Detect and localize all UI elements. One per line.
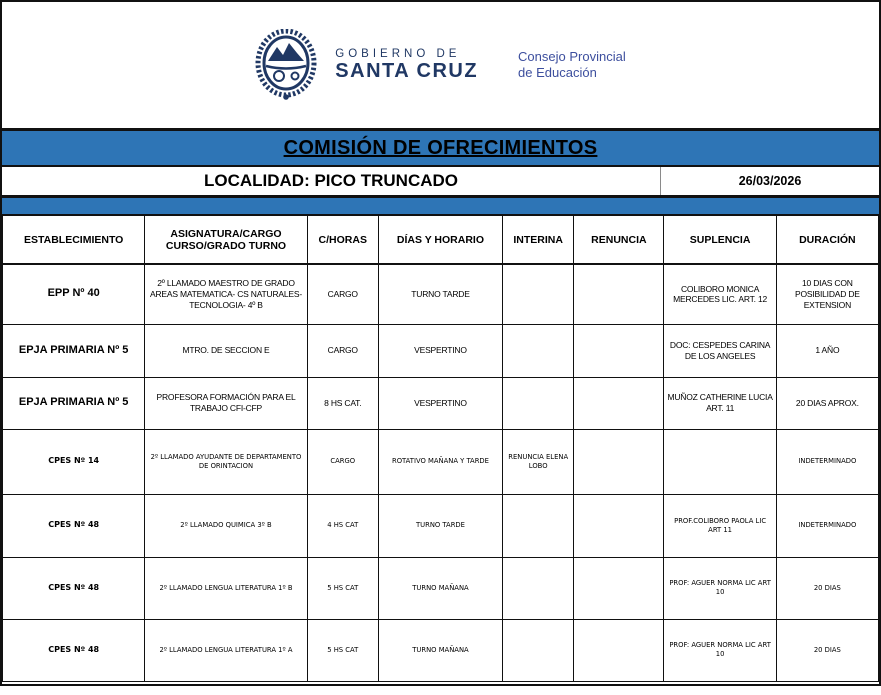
- cell-dias-horario: TURNO MAÑANA: [378, 619, 502, 681]
- cell-asignatura: 2º LLAMADO AYUDANTE DE DEPARTAMENTO DE ORINTACION: [145, 429, 307, 494]
- cell-dias-horario: TURNO MAÑANA: [378, 557, 502, 619]
- cell-renuncia: [574, 377, 664, 429]
- cell-suplencia: [664, 429, 776, 494]
- cell-renuncia: [574, 619, 664, 681]
- col-header-duracion: DURACIÓN: [776, 215, 878, 264]
- cell-asignatura: MTRO. DE SECCION E: [145, 324, 307, 377]
- cell-establecimiento: EPP Nº 40: [3, 264, 145, 324]
- consejo-line1: Consejo Provincial: [518, 48, 626, 64]
- cell-asignatura: 2º LLAMADO LENGUA LITERATURA 1º A: [145, 619, 307, 681]
- cell-renuncia: [574, 324, 664, 377]
- cell-interina: [503, 264, 574, 324]
- cell-renuncia: [574, 429, 664, 494]
- cell-duracion: 1 AÑO: [776, 324, 878, 377]
- page-title: COMISIÓN DE OFRECIMIENTOS: [283, 136, 598, 159]
- col-header-choras: C/HORAS: [307, 215, 378, 264]
- cell-suplencia: MUÑOZ CATHERINE LUCIA ART. 11: [664, 377, 776, 429]
- government-wordmark: [335, 48, 478, 83]
- cell-choras: CARGO: [307, 264, 378, 324]
- cell-renuncia: [574, 557, 664, 619]
- cell-establecimiento: CPES Nº 48: [3, 619, 145, 681]
- cell-suplencia: DOC: CESPEDES CARINA DE LOS ANGELES: [664, 324, 776, 377]
- col-header-suplencia: SUPLENCIA: [664, 215, 776, 264]
- cell-dias-horario: VESPERTINO: [378, 324, 502, 377]
- cell-duracion: 20 DIAS: [776, 619, 878, 681]
- table-row: [3, 324, 879, 377]
- cell-choras: 5 HS CAT: [307, 557, 378, 619]
- letterhead: [2, 2, 879, 128]
- col-header-asignatura: ASIGNATURA/CARGO CURSO/GRADO TURNO: [145, 215, 307, 264]
- table-row: [3, 619, 879, 681]
- cell-renuncia: [574, 494, 664, 557]
- cell-duracion: 10 DIAS CON POSIBILIDAD DE EXTENSION: [776, 264, 878, 324]
- cell-asignatura: 2º LLAMADO QUIMICA 3º B: [145, 494, 307, 557]
- cell-suplencia: PROF: AGUER NORMA LIC ART 10: [664, 557, 776, 619]
- cell-suplencia: PROF: AGUER NORMA LIC ART 10: [664, 619, 776, 681]
- cell-interina: [503, 557, 574, 619]
- cell-establecimiento: EPJA PRIMARIA Nº 5: [3, 377, 145, 429]
- cell-asignatura: PROFESORA FORMACIÓN PARA EL TRABAJO CFI-CFP: [145, 377, 307, 429]
- cell-choras: CARGO: [307, 324, 378, 377]
- cell-suplencia: COLIBORO MONICA MERCEDES LIC. ART. 12: [664, 264, 776, 324]
- cell-duracion: 20 DIAS APROX.: [776, 377, 878, 429]
- cell-dias-horario: TURNO TARDE: [378, 494, 502, 557]
- cell-interina: [503, 324, 574, 377]
- cell-dias-horario: VESPERTINO: [378, 377, 502, 429]
- table-row: [3, 264, 879, 324]
- cell-establecimiento: EPJA PRIMARIA Nº 5: [3, 324, 145, 377]
- santa-cruz-label: SANTA CRUZ: [335, 59, 479, 82]
- cell-asignatura: 2º LLAMADO MAESTRO DE GRADO AREAS MATEMATICA- CS NATURALES- TECNOLOGIA- 4º B: [145, 264, 307, 324]
- offers-table: [2, 214, 879, 682]
- title-banner: [2, 128, 879, 167]
- cell-establecimiento: CPES Nº 14: [3, 429, 145, 494]
- cell-choras: 4 HS CAT: [307, 494, 378, 557]
- table-row: [3, 377, 879, 429]
- cell-dias-horario: TURNO TARDE: [378, 264, 502, 324]
- cell-duracion: 20 DIAS: [776, 557, 878, 619]
- col-header-establecimiento: ESTABLECIMIENTO: [3, 215, 145, 264]
- col-header-interina: INTERINA: [503, 215, 574, 264]
- cell-interina: RENUNCIA ELENA LOBO: [503, 429, 574, 494]
- cell-duracion: INDETERMINADO: [776, 494, 878, 557]
- cell-interina: [503, 494, 574, 557]
- date-value: 26/03/2026: [738, 174, 802, 188]
- col-header-dias-horario: DÍAS Y HORARIO: [378, 215, 502, 264]
- cell-choras: 8 HS CAT.: [307, 377, 378, 429]
- location-cell: [2, 167, 660, 195]
- santa-cruz-crest-icon: [255, 29, 317, 101]
- cell-renuncia: [574, 264, 664, 324]
- col-header-renuncia: RENUNCIA: [574, 215, 664, 264]
- table-row: [3, 494, 879, 557]
- cell-interina: [503, 619, 574, 681]
- blue-divider-strip: [2, 198, 879, 214]
- cell-dias-horario: ROTATIVO MAÑANA Y TARDE: [378, 429, 502, 494]
- table-row: [3, 557, 879, 619]
- date-cell: [660, 167, 879, 195]
- cell-establecimiento: CPES Nº 48: [3, 494, 145, 557]
- cell-duracion: INDETERMINADO: [776, 429, 878, 494]
- cell-choras: CARGO: [307, 429, 378, 494]
- location-row: [2, 167, 879, 198]
- cell-establecimiento: CPES Nº 48: [3, 557, 145, 619]
- gobierno-de-label: GOBIERNO DE: [335, 47, 461, 60]
- location-label: LOCALIDAD: PICO TRUNCADO: [203, 171, 459, 190]
- table-row: [3, 429, 879, 494]
- cell-suplencia: PROF.COLIBORO PAOLA LIC ART 11: [664, 494, 776, 557]
- cell-interina: [503, 377, 574, 429]
- table-header-row: [3, 215, 879, 264]
- consejo-wordmark: [518, 49, 626, 82]
- cell-choras: 5 HS CAT: [307, 619, 378, 681]
- cell-asignatura: 2º LLAMADO LENGUA LITERATURA 1º B: [145, 557, 307, 619]
- consejo-line2: de Educación: [518, 65, 597, 80]
